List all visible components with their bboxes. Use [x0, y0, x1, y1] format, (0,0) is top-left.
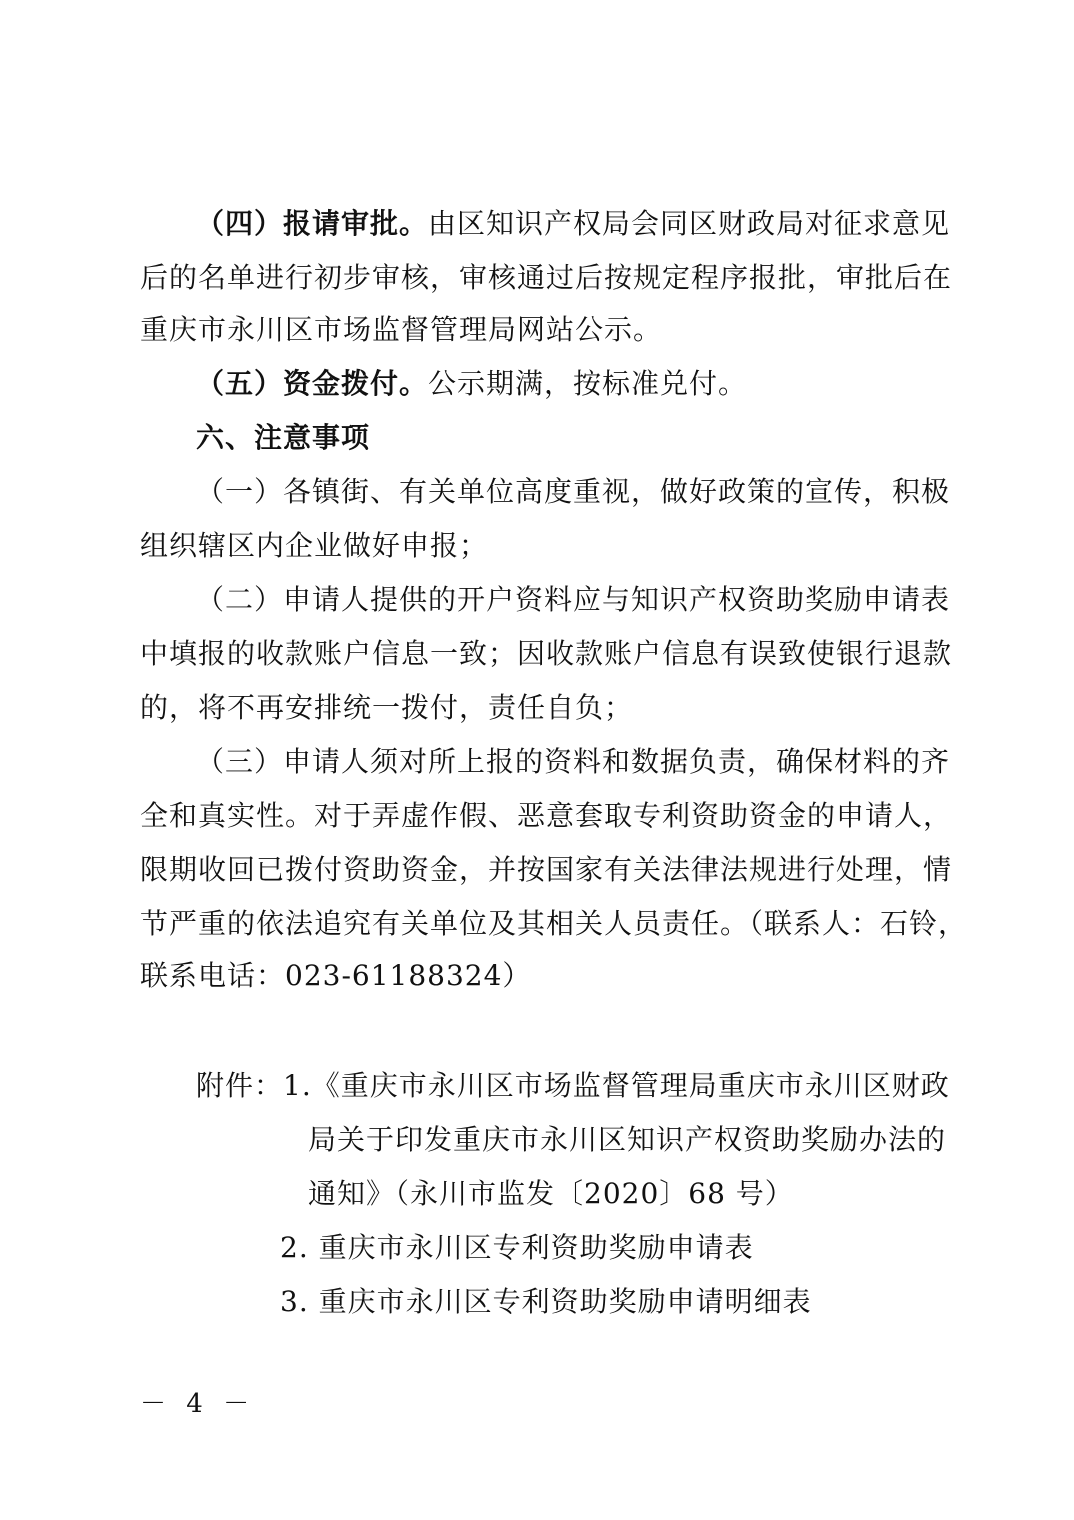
paragraph-5-line-1: （五）资金拨付。公示期满，按标准兑付。 — [196, 367, 748, 400]
attachment-1-line-2: 局关于印发重庆市永川区知识产权资助奖励办法的 — [308, 1123, 947, 1156]
section-heading: 六、注意事项 — [196, 421, 371, 454]
notice-3-line-2: 全和真实性。对于弄虚作假、恶意套取专利资助资金的申请人， — [140, 799, 953, 832]
notice-2-line-2: 中填报的收款账户信息一致；因收款账户信息有误致使银行退款 — [140, 637, 953, 670]
paragraph-4-line-3: 重庆市永川区市场监督管理局网站公示。 — [140, 313, 663, 346]
attachment-2: 2. 重庆市永川区专利资助奖励申请表 — [280, 1231, 754, 1264]
notice-2-line-3: 的，将不再安排统一拨付，责任自负； — [140, 691, 634, 724]
contact-line: 联系电话：023-61188324） — [140, 959, 532, 992]
notice-1-line-2: 组织辖区内企业做好申报； — [140, 529, 489, 562]
notice-3-line-4: 节严重的依法追究有关单位及其相关人员责任。（联系人：石铃， — [140, 907, 968, 940]
notice-1-line-1: （一）各镇街、有关单位高度重视，做好政策的宣传，积极 — [196, 475, 951, 508]
attachment-1-line-3: 通知》（永川市监发〔2020〕68 号） — [308, 1177, 794, 1210]
notice-3-line-1: （三）申请人须对所上报的资料和数据负责，确保材料的齐 — [196, 745, 951, 778]
paragraph-heading: （五）资金拨付。 — [196, 367, 429, 400]
paragraph-4-line-1: （四）报请审批。由区知识产权局会同区财政局对征求意见 — [196, 207, 951, 240]
paragraph-heading: （四）报请审批。 — [196, 207, 429, 240]
attachment-1-line-1: 附件：1.《重庆市永川区市场监督管理局重庆市永川区财政 — [196, 1069, 950, 1102]
page-number: － 4 － — [140, 1389, 256, 1419]
notice-3-line-3: 限期收回已拨付资助资金，并按国家有关法律法规进行处理，情 — [140, 853, 953, 886]
paragraph-4-line-2: 后的名单进行初步审核，审核通过后按规定程序报批，审批后在 — [140, 261, 953, 294]
attachment-3: 3. 重庆市永川区专利资助奖励申请明细表 — [280, 1285, 812, 1318]
notice-2-line-1: （二）申请人提供的开户资料应与知识产权资助奖励申请表 — [196, 583, 951, 616]
